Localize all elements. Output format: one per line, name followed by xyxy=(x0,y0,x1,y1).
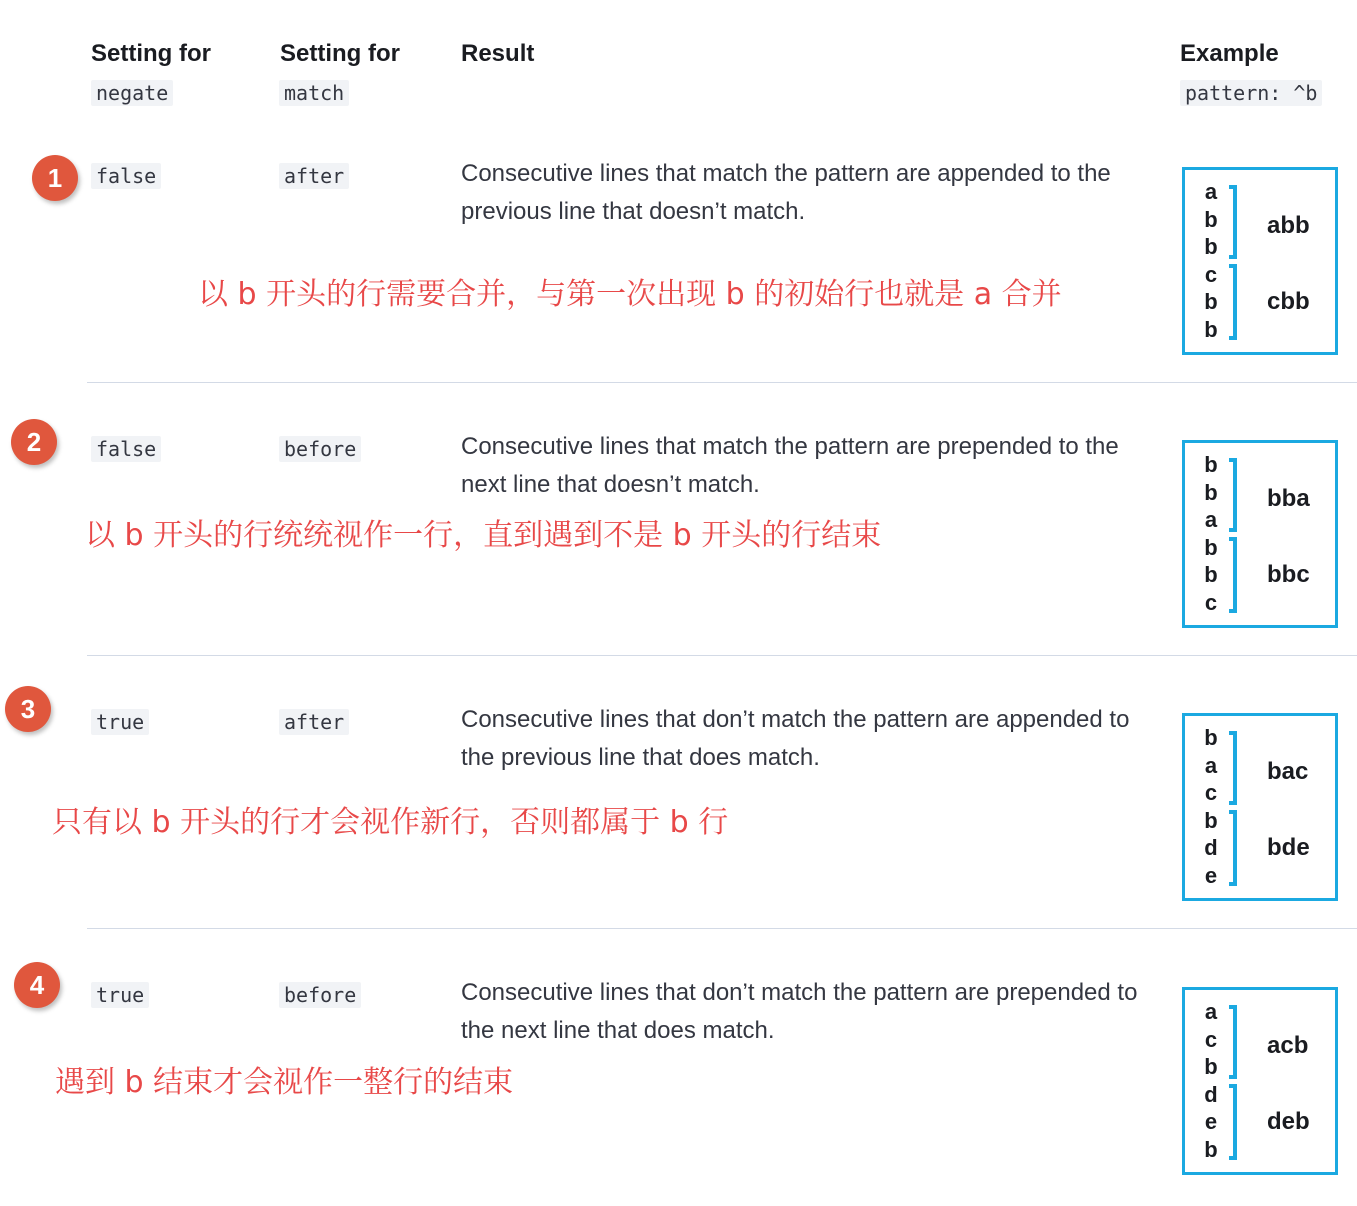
negate-value: false xyxy=(91,436,161,462)
example-line: b xyxy=(1204,316,1218,342)
header-negate-code: negate xyxy=(91,80,173,106)
result-description: Consecutive lines that don’t match the pattern are prepended to the next line that does match. xyxy=(461,979,1138,1044)
example-diagram xyxy=(1182,440,1338,628)
example-line: d xyxy=(1204,835,1218,860)
example-merged-line: cbb xyxy=(1267,288,1310,315)
step-badge: 3 xyxy=(5,686,51,732)
group-bracket xyxy=(1229,1005,1237,1079)
example-merged-line: bbc xyxy=(1267,561,1310,588)
example-line: c xyxy=(1204,780,1218,805)
example-input-lines xyxy=(1201,724,1221,889)
example-line: b xyxy=(1204,452,1218,477)
example-line: b xyxy=(1204,479,1218,505)
example-line: b xyxy=(1204,289,1218,314)
example-line: a xyxy=(1204,507,1218,532)
group-bracket xyxy=(1229,1084,1237,1160)
negate-value: false xyxy=(91,163,161,189)
example-diagram xyxy=(1182,987,1338,1175)
annotation-note: 只有以 b 开头的行才会视作新行，否则都属于 b 行 xyxy=(52,805,729,840)
match-value: before xyxy=(279,436,361,462)
example-line: b xyxy=(1204,534,1218,560)
example-line: a xyxy=(1204,999,1218,1024)
step-badge: 4 xyxy=(14,962,60,1008)
example-line: b xyxy=(1204,807,1218,833)
group-bracket xyxy=(1229,731,1237,805)
example-line: e xyxy=(1204,862,1218,888)
example-line: b xyxy=(1204,206,1218,232)
header-result-label: Result xyxy=(461,40,535,67)
row-divider xyxy=(87,928,1357,929)
example-line: b xyxy=(1204,562,1218,587)
header-negate-label: Setting for xyxy=(91,40,211,67)
annotation-note: 以 b 开头的行统统视作一行，直到遇到不是 b 开头的行结束 xyxy=(85,518,882,553)
example-line: c xyxy=(1204,1026,1218,1052)
example-line: c xyxy=(1204,261,1218,287)
example-line: b xyxy=(1204,1136,1218,1162)
group-bracket xyxy=(1229,810,1237,886)
example-merged-line: abb xyxy=(1267,212,1310,239)
example-merged-line: bac xyxy=(1267,758,1309,785)
match-value: after xyxy=(279,709,349,735)
example-merged-line: deb xyxy=(1267,1108,1310,1135)
header-match-code: match xyxy=(279,80,349,106)
annotation-note: 遇到 b 结束才会视作一整行的结束 xyxy=(55,1065,514,1100)
step-badge: 1 xyxy=(32,155,78,201)
negate-value: true xyxy=(91,709,149,735)
example-input-lines xyxy=(1201,178,1221,343)
example-line: a xyxy=(1204,179,1218,204)
example-merged-line: bde xyxy=(1267,834,1310,861)
example-line: e xyxy=(1204,1109,1218,1134)
example-merged-line: acb xyxy=(1267,1032,1309,1059)
example-input-lines xyxy=(1201,998,1221,1163)
example-line: c xyxy=(1204,589,1218,615)
header-example-pattern: pattern: ^b xyxy=(1180,80,1322,106)
example-line: b xyxy=(1204,234,1218,259)
example-diagram xyxy=(1182,713,1338,901)
match-value: after xyxy=(279,163,349,189)
example-line: b xyxy=(1204,725,1218,750)
row-divider xyxy=(87,655,1357,656)
group-bracket xyxy=(1229,264,1237,340)
header-example-label: Example xyxy=(1180,40,1279,67)
result-description: Consecutive lines that match the pattern are appended to the previous line that doesn’t match. xyxy=(461,160,1111,225)
example-input-lines xyxy=(1201,451,1221,616)
header-match-label: Setting for xyxy=(280,40,400,67)
row-divider xyxy=(87,382,1357,383)
negate-value: true xyxy=(91,982,149,1008)
group-bracket xyxy=(1229,185,1237,259)
result-description: Consecutive lines that don’t match the pattern are appended to the previous line that does match. xyxy=(461,706,1130,771)
group-bracket xyxy=(1229,537,1237,613)
example-line: d xyxy=(1204,1081,1218,1107)
example-line: b xyxy=(1204,1054,1218,1079)
group-bracket xyxy=(1229,458,1237,532)
step-badge: 2 xyxy=(11,419,57,465)
example-merged-line: bba xyxy=(1267,485,1310,512)
annotation-note: 以 b 开头的行需要合并，与第一次出现 b 的初始行也就是 a 合并 xyxy=(198,277,1062,312)
match-value: before xyxy=(279,982,361,1008)
example-line: a xyxy=(1204,752,1218,778)
result-description: Consecutive lines that match the pattern are prepended to the next line that doesn’t match. xyxy=(461,433,1119,498)
example-diagram xyxy=(1182,167,1338,355)
